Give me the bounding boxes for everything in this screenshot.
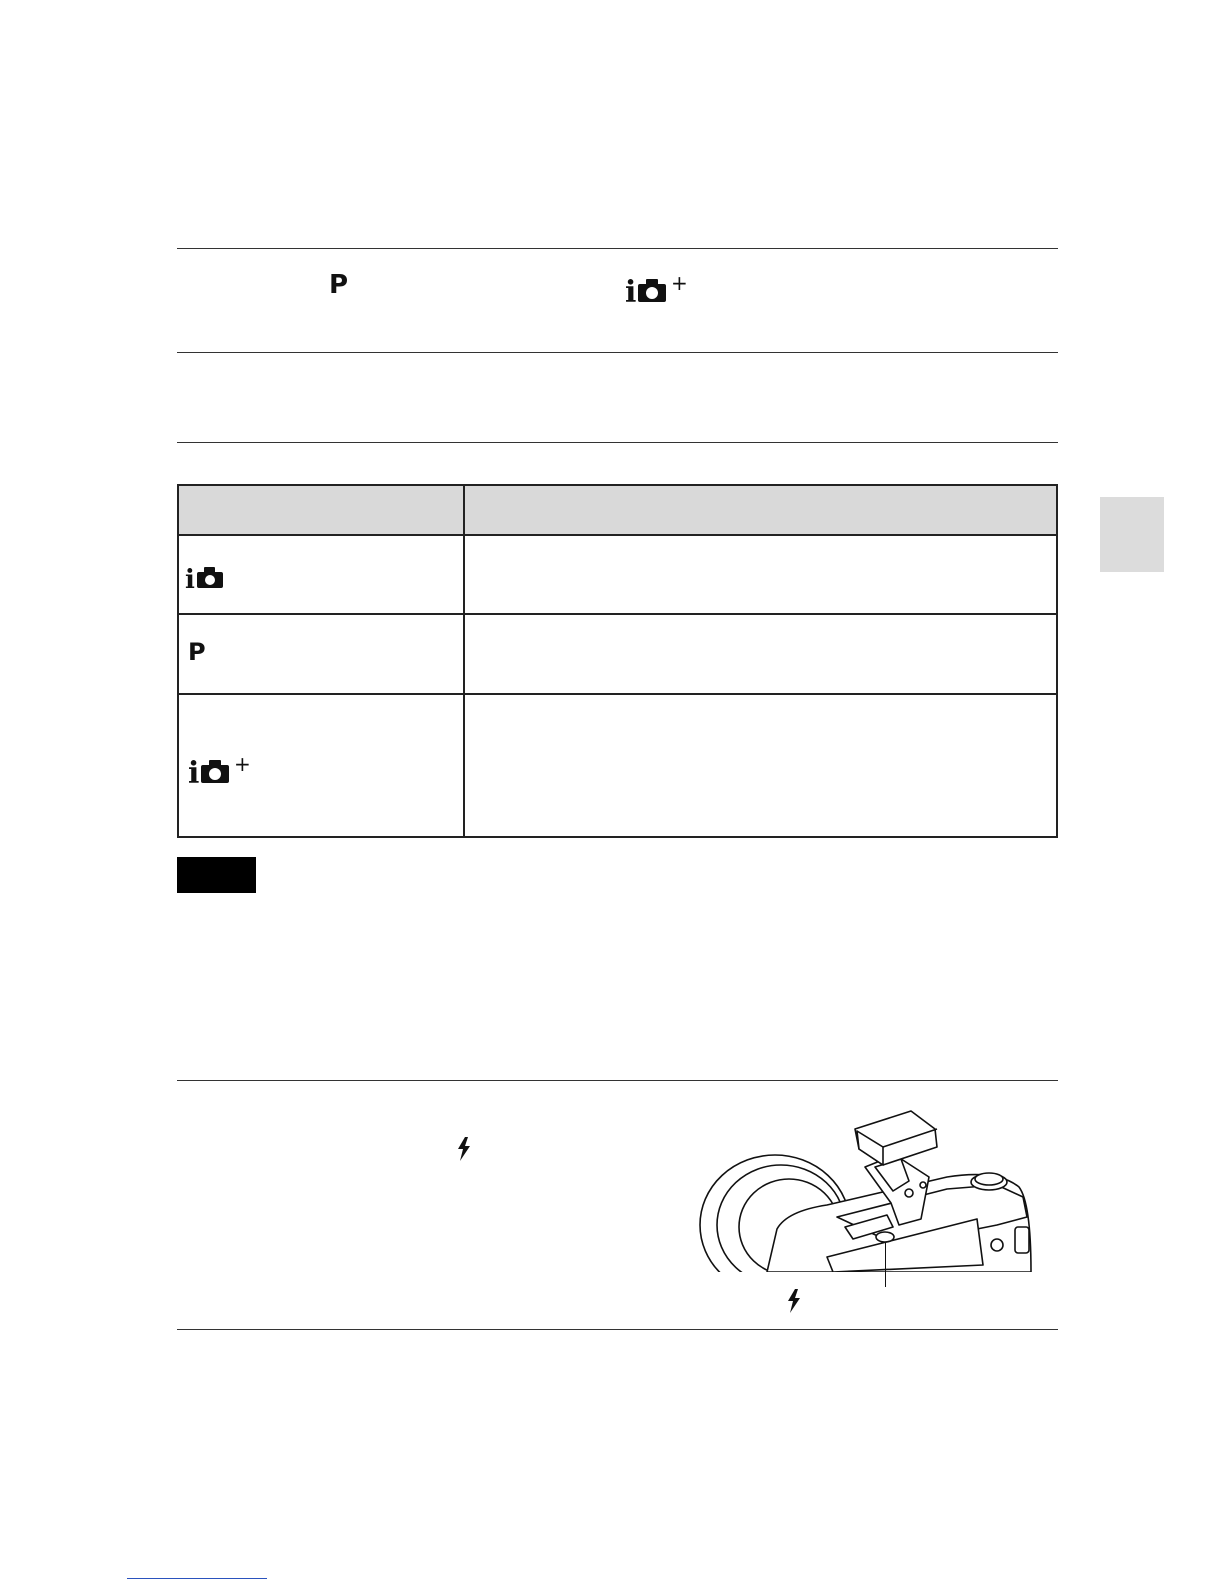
note-label (177, 857, 256, 893)
table-header-row (179, 486, 1056, 536)
section-divider-top (177, 248, 1058, 249)
section-divider (177, 1080, 1058, 1081)
superior-auto-icon (625, 272, 689, 304)
svg-text:i: i (188, 756, 200, 786)
svg-text:i: i (625, 275, 637, 304)
table-row-divider (179, 693, 1056, 695)
svg-text:+: + (234, 752, 251, 776)
intelligent-auto-icon (185, 562, 229, 590)
superior-auto-icon (188, 752, 252, 786)
svg-text:i: i (185, 565, 195, 590)
table-program-symbol: P (188, 638, 206, 666)
camera-flash-illustration (697, 1107, 1037, 1272)
table-column-divider (463, 486, 465, 836)
program-auto-symbol: P (329, 270, 349, 300)
flash-button-icon (786, 1289, 802, 1313)
mode-table (177, 484, 1058, 838)
table-row-divider (179, 613, 1056, 615)
flash-button-callout (885, 1242, 886, 1287)
flash-icon (456, 1137, 472, 1161)
footer-link[interactable] (127, 1578, 267, 1579)
section-divider (177, 442, 1058, 443)
section-divider-bottom (177, 1329, 1058, 1330)
chapter-tab[interactable] (1100, 497, 1164, 572)
section-divider (177, 352, 1058, 353)
svg-text:+: + (671, 272, 688, 295)
